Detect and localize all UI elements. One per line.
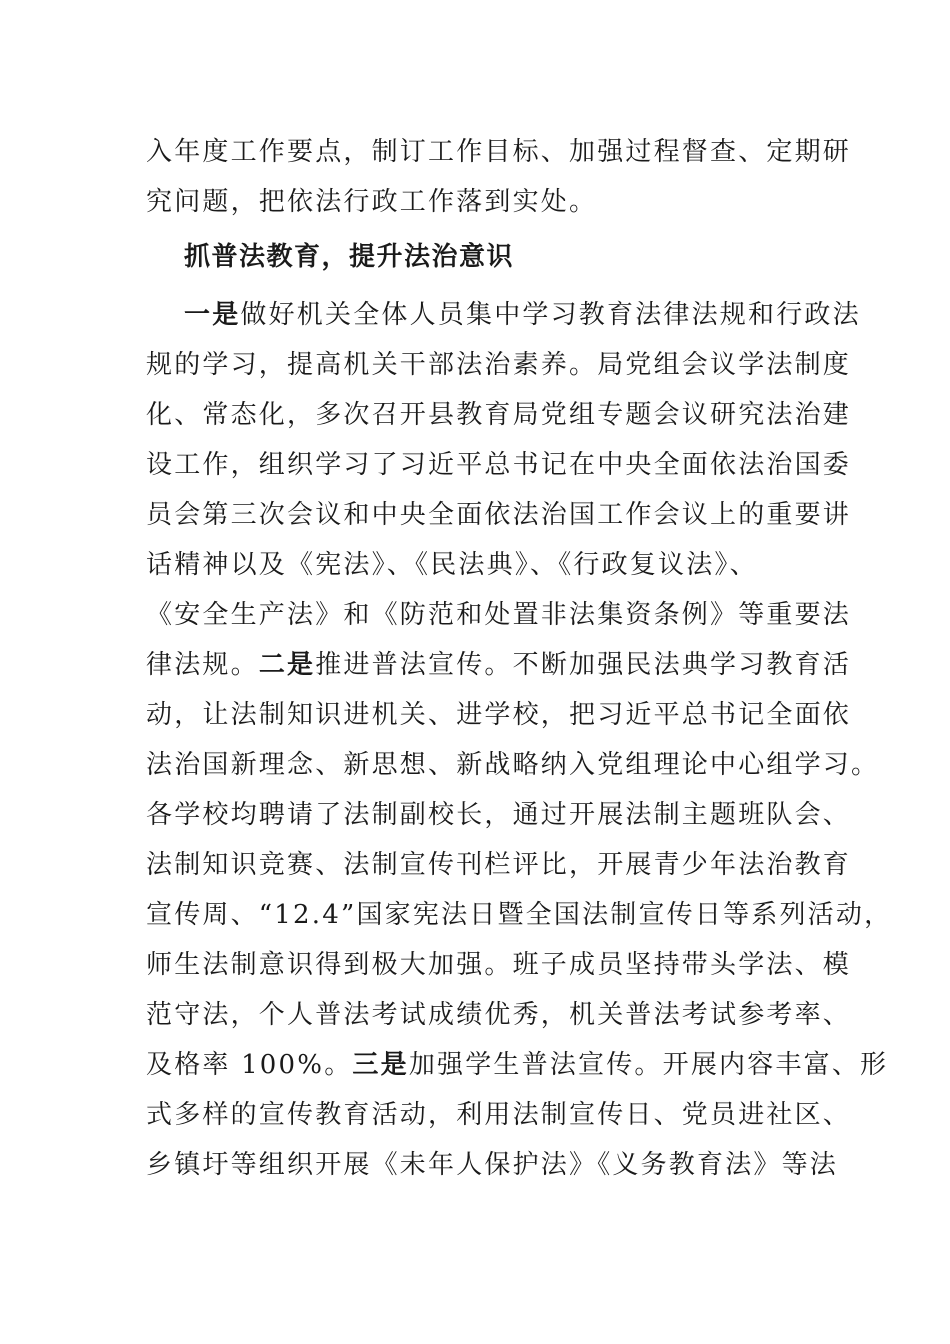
emphasis-label: 二是	[258, 650, 316, 680]
text-line: 师生法制意识得到极大加强。班子成员坚持带头学法、模	[146, 950, 852, 980]
text-line: 《安全生产法》和《防范和处置非法集资条例》等重要法	[146, 600, 852, 630]
text-line: 员会第三次会议和中央全面依法治国工作会议上的重要讲	[146, 500, 852, 530]
text-line: 法治国新理念、新思想、新战略纳入党组理论中心组学习。	[146, 750, 880, 780]
text-line: 入年度工作要点，制订工作目标、加强过程督查、定期研	[146, 137, 852, 167]
text-span: 及格率 100%。	[146, 1050, 353, 1080]
text-line	[184, 290, 861, 340]
text-line: 设工作，组织学习了习近平总书记在中央全面依法治国委	[146, 450, 852, 480]
text-line: 规的学习，提高机关干部法治素养。局党组会议学法制度	[146, 350, 852, 380]
text-span: 加强学生普法宣传。开展内容丰富、形	[408, 1050, 889, 1080]
text-line: 式多样的宣传教育活动，利用法制宣传日、党员进社区、	[146, 1100, 852, 1130]
text-span: 做好机关全体人员集中学习教育法律法规和行政法	[240, 300, 861, 330]
text-line: 法制知识竞赛、法制宣传刊栏评比，开展青少年法治教育	[146, 850, 852, 880]
text-line: 宣传周、“12.4”国家宪法日暨全国法制宣传日等系列活动，	[146, 900, 893, 930]
emphasis-label: 三是	[352, 1050, 409, 1080]
text-line: 动，让法制知识进机关、进学校，把习近平总书记全面依	[146, 700, 852, 730]
text-line: 话精神以及《宪法》、《民法典》、《行政复议法》、	[146, 550, 758, 580]
text-span: 律法规。	[146, 650, 259, 680]
text-line: 范守法，个人普法考试成绩优秀，机关普法考试参考率、	[146, 1000, 852, 1030]
text-line	[146, 1040, 888, 1090]
section-heading: 抓普法教育，提升法治意识	[184, 242, 515, 272]
text-line	[146, 640, 851, 690]
text-span: 推进普法宣传。不断加强民法典学习教育活	[315, 650, 852, 680]
text-line: 乡镇圩等组织开展《未年人保护法》《义务教育法》等法	[146, 1150, 839, 1180]
text-line: 化、常态化，多次召开县教育局党组专题会议研究法治建	[146, 400, 852, 430]
text-line: 各学校均聘请了法制副校长，通过开展法制主题班队会、	[146, 800, 852, 830]
text-line: 究问题，把依法行政工作落到实处。	[146, 187, 598, 217]
emphasis-label: 一是	[184, 300, 241, 330]
